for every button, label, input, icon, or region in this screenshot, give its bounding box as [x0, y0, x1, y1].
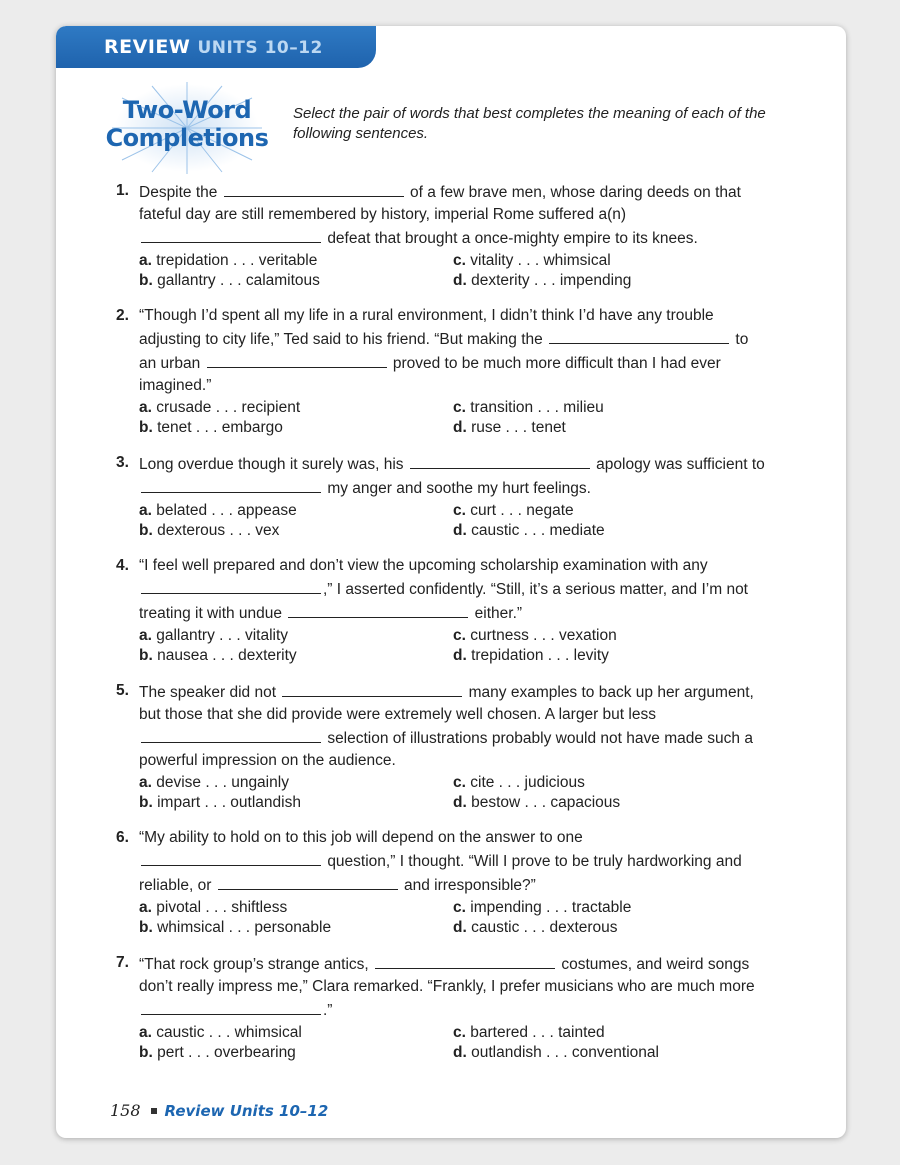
stem-text: selection of illustrations probably would not have made such a powerful impression on the audience. — [139, 730, 753, 769]
choice-d[interactable]: d. ruse . . . tenet — [453, 418, 566, 436]
stem-text: defeat that brought a once-mighty empire to its knees. — [327, 230, 698, 247]
choice-d[interactable]: d. bestow . . . capacious — [453, 793, 621, 811]
stem-text: many examples to back up her argument, but those that she did provide were extremely well chosen. A larger but less — [139, 684, 754, 723]
answer-choices — [139, 626, 766, 665]
choice-d[interactable]: d. caustic . . . dexterous — [453, 918, 618, 936]
choice-a[interactable]: a. devise . . . ungainly — [139, 774, 289, 791]
stem-text: to an urban — [139, 331, 749, 372]
choice-b[interactable]: b. whimsical . . . personable — [139, 918, 332, 936]
answer-blank — [141, 849, 321, 866]
choice-d[interactable]: d. trepidation . . . levity — [453, 646, 609, 664]
answer-blank — [224, 180, 404, 197]
question-number: 4. — [116, 557, 129, 574]
answer-choices — [139, 1023, 766, 1062]
choice-c[interactable]: c. curt . . . negate — [453, 502, 574, 519]
workbook-page — [56, 26, 846, 1138]
question-number: 5. — [116, 682, 129, 699]
stem-text: of a few brave men, whose daring deeds on that fateful day are still remembered by history, imperial Rome suffered a(n) — [139, 184, 741, 223]
choice-c[interactable]: c. impending . . . tractable — [453, 899, 632, 916]
answer-blank — [375, 952, 555, 969]
stem-text: The speaker did not — [139, 684, 277, 701]
answer-choices — [139, 251, 766, 290]
choice-a[interactable]: a. crusade . . . recipient — [139, 399, 301, 416]
stem-text: either.” — [474, 605, 523, 622]
choice-b[interactable]: b. impart . . . outlandish — [139, 793, 301, 811]
choice-c[interactable]: c. transition . . . milieu — [453, 399, 604, 416]
review-header-tab — [56, 26, 376, 68]
choice-c[interactable]: c. cite . . . judicious — [453, 774, 585, 791]
choice-c[interactable]: c. vitality . . . whimsical — [453, 252, 611, 269]
units-label: UNITS 10–12 — [197, 38, 323, 58]
question-number: 3. — [116, 454, 129, 471]
choice-b[interactable]: b. gallantry . . . calamitous — [139, 271, 320, 289]
answer-blank — [410, 452, 590, 469]
choice-c[interactable]: c. curtness . . . vexation — [453, 627, 617, 644]
stem-text: Long overdue though it surely was, his — [139, 456, 404, 473]
question-2 — [116, 305, 766, 437]
choice-b[interactable]: b. tenet . . . embargo — [139, 418, 283, 436]
question-stem — [139, 827, 766, 897]
instructions: Select the pair of words that best completes the meaning of each of the following sentences. — [293, 105, 766, 142]
question-3 — [116, 452, 766, 540]
answer-blank — [141, 577, 321, 594]
question-list — [116, 180, 766, 1077]
choice-d[interactable]: d. dexterity . . . impending — [453, 271, 632, 289]
badge-line-1: Two-Word — [122, 96, 252, 124]
stem-text: “I feel well prepared and don’t view the upcoming scholarship examination with any — [139, 557, 708, 574]
choice-a[interactable]: a. pivotal . . . shiftless — [139, 899, 288, 916]
question-number: 6. — [116, 829, 129, 846]
choice-a[interactable]: a. caustic . . . whimsical — [139, 1024, 302, 1041]
stem-text: “That rock group’s strange antics, — [139, 956, 369, 973]
answer-blank — [141, 726, 321, 743]
stem-text: question,” I thought. “Will I prove to be truly hardworking and reliable, or — [139, 853, 742, 894]
stem-text: costumes, and weird songs don’t really impress me,” Clara remarked. “Frankly, I prefer musicians who are much more — [139, 956, 755, 995]
badge-line-2: Completions — [105, 124, 269, 152]
answer-blank — [282, 680, 462, 697]
question-4 — [116, 555, 766, 665]
two-word-completions-badge — [102, 82, 272, 174]
answer-choices — [139, 398, 766, 437]
stem-text: “Though I’d spent all my life in a rural environment, I didn’t think I’d have any trouble adjusting to city life,” Ted said to his friend. “But making the — [139, 307, 714, 348]
answer-blank — [141, 476, 321, 493]
question-number: 1. — [116, 182, 129, 199]
question-1 — [116, 180, 766, 290]
question-7 — [116, 952, 766, 1062]
bullet-square-icon — [151, 1108, 157, 1114]
stem-text: “My ability to hold on to this job will depend on the answer to one — [139, 829, 583, 846]
question-stem — [139, 305, 766, 397]
stem-text: apology was sufficient to — [596, 456, 765, 473]
answer-choices — [139, 501, 766, 540]
stem-text: Despite the — [139, 184, 218, 201]
choice-b[interactable]: b. dexterous . . . vex — [139, 521, 280, 539]
answer-blank — [218, 873, 398, 890]
answer-choices — [139, 898, 766, 937]
question-6 — [116, 827, 766, 937]
question-stem — [139, 680, 766, 772]
answer-blank — [141, 998, 321, 1015]
choice-a[interactable]: a. trepidation . . . veritable — [139, 252, 318, 269]
question-5 — [116, 680, 766, 812]
answer-blank — [549, 327, 729, 344]
answer-blank — [207, 351, 387, 368]
question-stem — [139, 180, 766, 250]
stem-text: and irresponsible?” — [404, 877, 536, 894]
stem-text: ,” I asserted confidently. “Still, it’s a serious matter, and I’m not treating it with undue — [139, 581, 748, 622]
choice-a[interactable]: a. gallantry . . . vitality — [139, 627, 289, 644]
question-number: 7. — [116, 954, 129, 971]
choice-d[interactable]: d. caustic . . . mediate — [453, 521, 605, 539]
stem-text: .” — [323, 1002, 333, 1019]
question-stem — [139, 555, 766, 625]
footer-section-title: Review Units 10–12 — [164, 1102, 329, 1120]
choice-a[interactable]: a. belated . . . appease — [139, 502, 297, 519]
answer-blank — [141, 226, 321, 243]
question-stem — [139, 452, 766, 500]
page-number: 158 — [110, 1101, 141, 1120]
stem-text: proved to be much more difficult than I had ever imagined.” — [139, 355, 721, 394]
choice-d[interactable]: d. outlandish . . . conventional — [453, 1043, 659, 1061]
choice-c[interactable]: c. bartered . . . tainted — [453, 1024, 605, 1041]
question-stem — [139, 952, 766, 1022]
choice-b[interactable]: b. pert . . . overbearing — [139, 1043, 296, 1061]
review-label: REVIEW — [104, 36, 191, 58]
stem-text: my anger and soothe my hurt feelings. — [327, 480, 591, 497]
choice-b[interactable]: b. nausea . . . dexterity — [139, 646, 297, 664]
answer-choices — [139, 773, 766, 812]
question-number: 2. — [116, 307, 129, 324]
page-footer — [110, 1101, 328, 1120]
answer-blank — [288, 601, 468, 618]
